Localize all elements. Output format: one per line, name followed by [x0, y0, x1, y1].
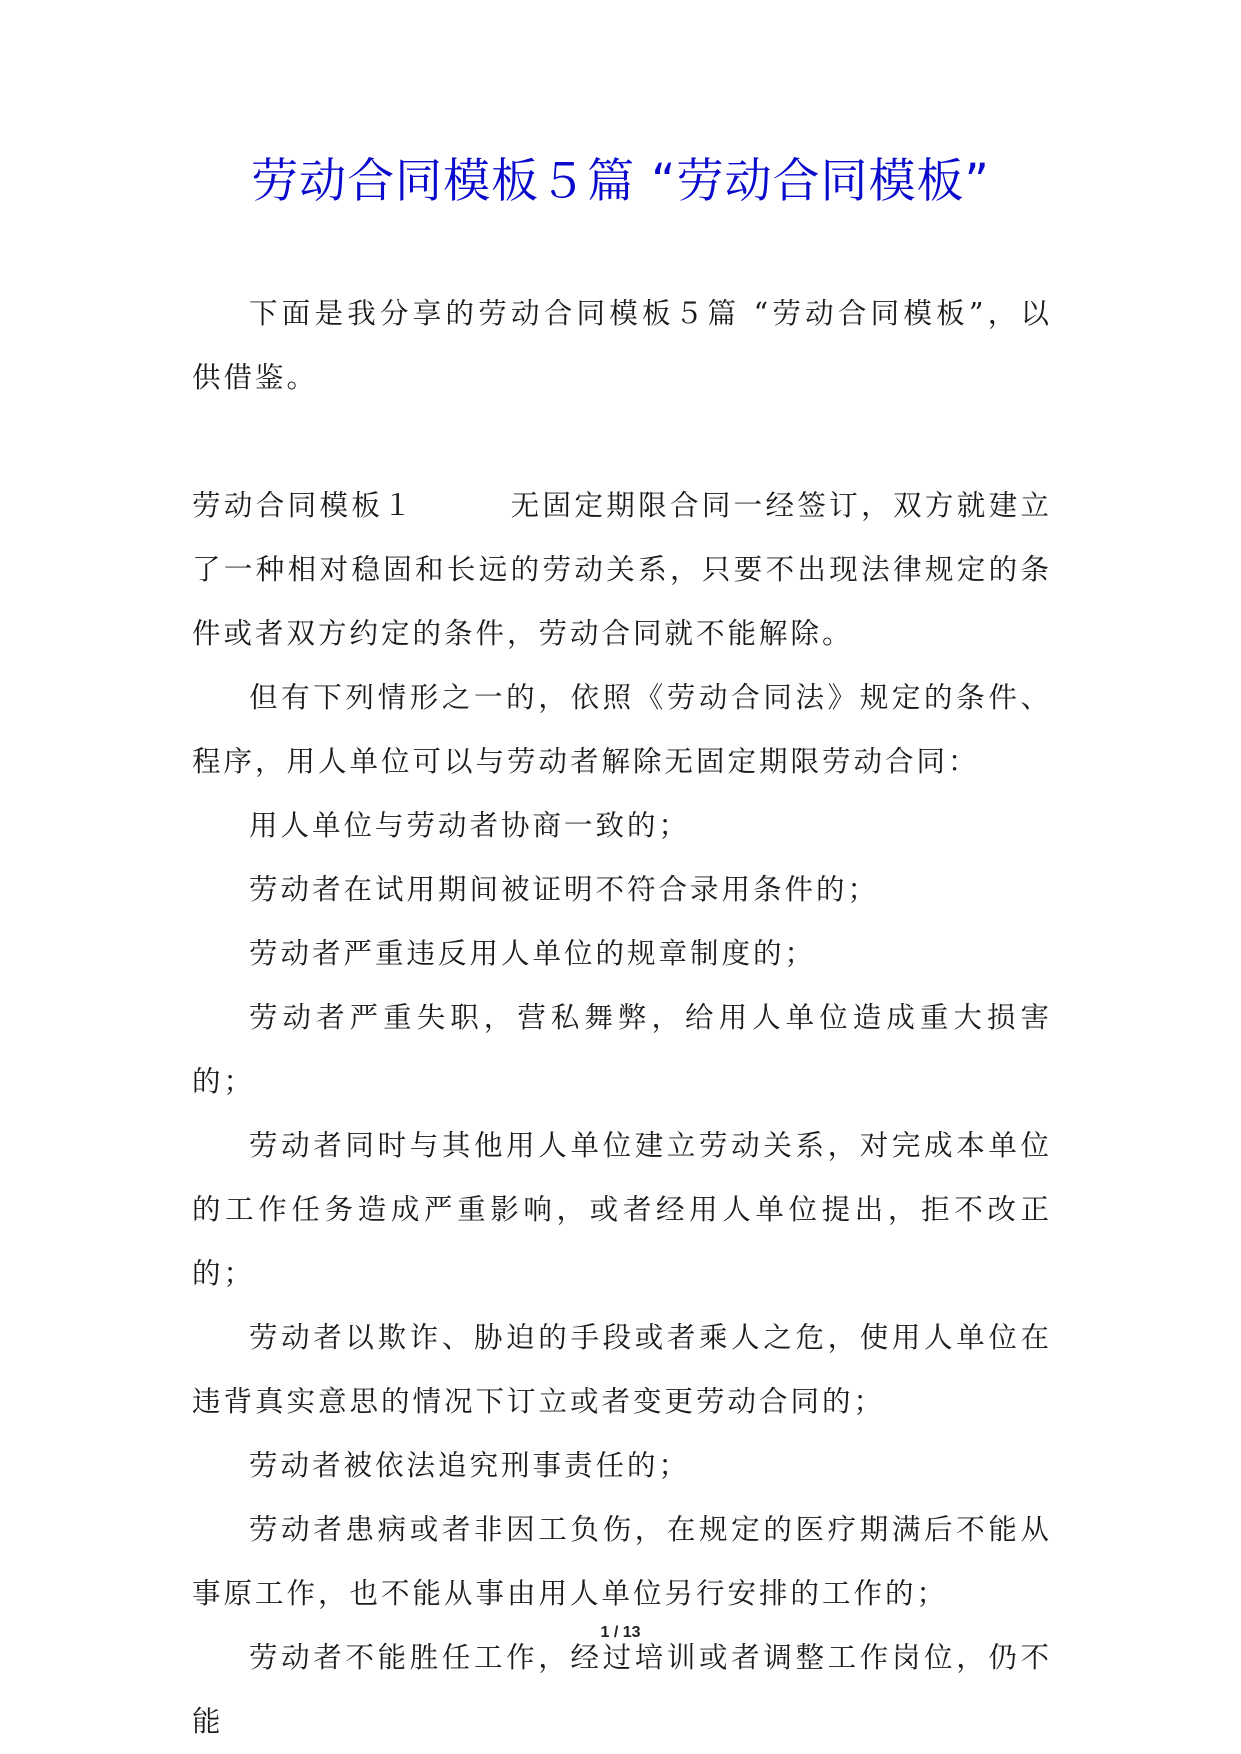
paragraph-2: 但有下列情形之一的，依照《劳动合同法》规定的条件、程序，用人单位可以与劳动者解除无固定期限劳动合同： — [192, 681, 1052, 778]
paragraph-11: 劳动者不能胜任工作，经过培训或者调整工作岗位，仍不能 — [192, 1641, 1052, 1738]
paragraph-1-text: 无固定期限合同一经签订，双方就建立了一种相对稳固和长远的劳动关系，只要不出现法律规定的条件或者双方约定的条件，劳动合同就不能解除。 — [192, 489, 1052, 650]
paragraph-1 — [192, 474, 1052, 666]
document-title: 劳动合同模板５篇 “劳动合同模板” — [251, 154, 990, 209]
paragraph-7: 劳动者同时与其他用人单位建立劳动关系，对完成本单位的工作任务造成严重影响，或者经用人单位提出，拒不改正的； — [192, 1129, 1052, 1290]
section-heading: 劳动合同模板１ — [192, 489, 416, 522]
paragraph-5: 劳动者严重违反用人单位的规章制度的； — [249, 937, 817, 970]
document-body — [192, 282, 1052, 1754]
paragraph-4: 劳动者在试用期间被证明不符合录用条件的； — [249, 873, 880, 906]
paragraph-8: 劳动者以欺诈、胁迫的手段或者乘人之危，使用人单位在违背真实意思的情况下订立或者变更劳动合同的； — [192, 1321, 1052, 1418]
paragraph-6: 劳动者严重失职，营私舞弊，给用人单位造成重大损害的； — [192, 1001, 1052, 1098]
paragraph-10: 劳动者患病或者非因工负伤，在规定的医疗期满后不能从事原工作，也不能从事由用人单位另行安排的工作的； — [192, 1513, 1052, 1610]
paragraph-9: 劳动者被依法追究刑事责任的； — [249, 1449, 691, 1482]
paragraph-3: 用人单位与劳动者协商一致的； — [249, 809, 691, 842]
page-number: 1 / 13 — [600, 1624, 641, 1641]
intro-paragraph: 下面是我分享的劳动合同模板５篇 “劳动合同模板”，以供借鉴。 — [192, 297, 1052, 394]
